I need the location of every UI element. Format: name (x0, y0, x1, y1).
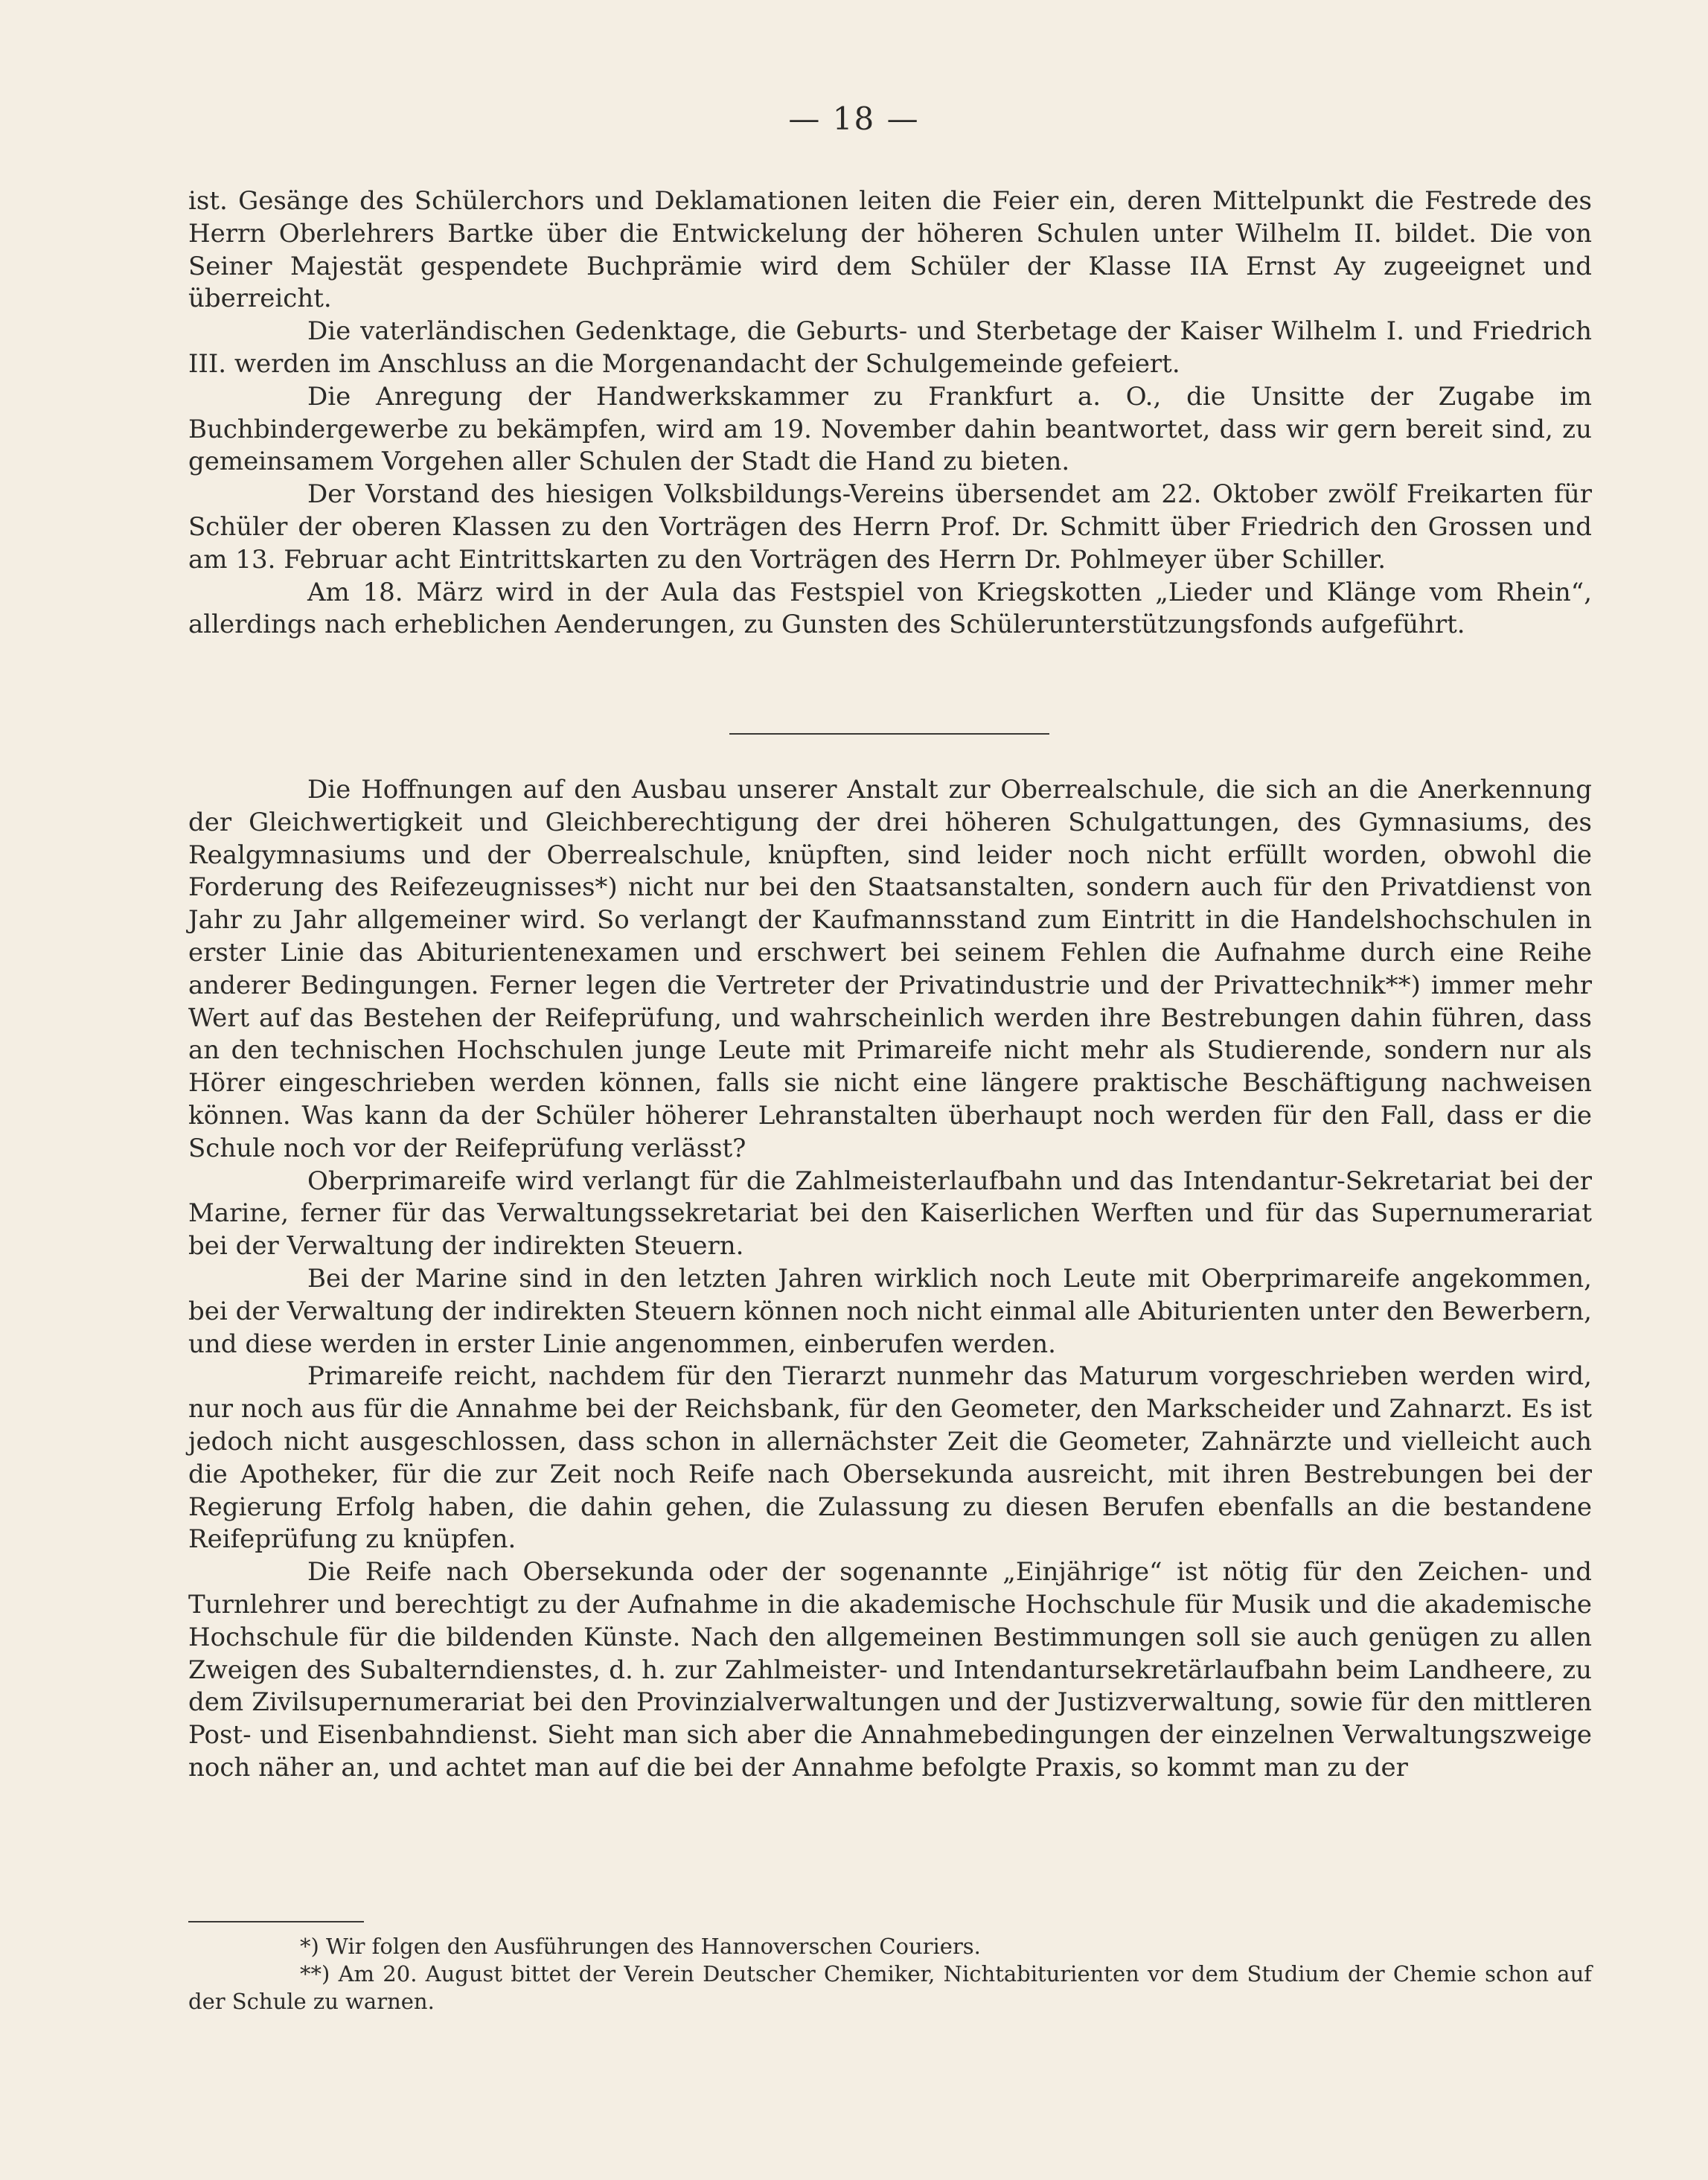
paragraph: Die Reife nach Obersekunda oder der sogenannte „Einjährige“ ist nötig für den Zeichen- und Turnlehrer und berechtigt zu der Aufnahme in die akademische Hochschule für Musik und die akademische Hochschule für die bildenden Künste. Nach den allgemeinen Bestimmungen soll sie auch genügen zu allen Zweigen des Subalterndienstes, d. h. zur Zahlmeister- und Intendantursekretärlaufbahn beim Landheere, zu dem Zivilsupernumerariat bei den Provinzialverwaltungen und der Justizverwaltung, sowie für den mittleren Post- und Eisenbahndienst. Sieht man sich aber die Annahmebedingungen der einzelnen Verwaltungszweige noch näher an, und achtet man auf die bei der Annahme befolgte Praxis, so kommt man zu der (188, 1557, 1592, 1783)
paragraph: Der Vorstand des hiesigen Volksbildungs-Vereins übersendet am 22. Oktober zwölf Freikarten für Schüler der oberen Klassen zu den Vorträgen des Herrn Prof. Dr. Schmitt über Friedrich den Grossen und am 13. Februar acht Eintrittskarten zu den Vorträgen des Herrn Dr. Pohlmeyer über Schiller. (188, 479, 1592, 575)
paragraph: Die Hoffnungen auf den Ausbau unserer Anstalt zur Oberrealschule, die sich an die Anerkennung der Gleichwertigkeit und Gleichberechtigung der drei höheren Schulgattungen, des Gymnasiums, des Realgymnasiums und der Oberrealschule, knüpften, sind leider noch nicht erfüllt worden, obwohl die Forderung des Reifezeugnisses*) nicht nur bei den Staatsanstalten, sondern auch für den Privatdienst von Jahr zu Jahr allgemeiner wird. So verlangt der Kaufmannsstand zum Eintritt in die Handelshochschulen in erster Linie das Abiturientenexamen und erschwert bei seinem Fehlen die Aufnahme durch eine Reihe anderer Bedingungen. Ferner legen die Vertreter der Privatindustrie und der Privattechnik**) immer mehr Wert auf das Bestehen der Reifeprüfung, und wahrscheinlich werden ihre Bestrebungen dahin führen, dass an den technischen Hochschulen junge Leute mit Primareife nicht mehr als Studierende, sondern nur als Hörer eingeschrieben werden können, falls sie nicht eine längere praktische Beschäftigung nachweisen können. Was kann da der Schüler höherer Lehranstalten überhaupt noch werden für den Fall, dass er die Schule noch vor der Reifeprüfung verlässt? (188, 775, 1592, 1163)
paragraph: Am 18. März wird in der Aula das Festspiel von Kriegskotten „Lieder und Klänge vom Rhein“, allerdings nach erheblichen Aenderungen, zu Gunsten des Schülerunterstützungsfonds aufgeführt. (188, 577, 1592, 640)
section-separator (729, 733, 1049, 735)
paragraph: ist. Gesänge des Schülerchors und Deklamationen leiten die Feier ein, deren Mittelpunkt die Festrede des Herrn Oberlehrers Bartke über die Entwickelung der höheren Schulen unter Wilhelm II. bildet. Die von Seiner Majestät gespendete Buchprämie wird dem Schüler der Klasse IIA Ernst Ay zugeeignet und überreicht. (188, 186, 1592, 314)
footnotes (188, 1933, 1592, 2016)
paragraph: Bei der Marine sind in den letzten Jahren wirklich noch Leute mit Oberprimareife angekommen, bei der Verwaltung der indirekten Steuern können noch nicht einmal alle Abiturienten unter den Bewerbern, und diese werden in erster Linie angenommen, einberufen werden. (188, 1263, 1592, 1359)
paragraph: Oberprimareife wird verlangt für die Zahlmeisterlaufbahn und das Intendantur-Sekretariat bei der Marine, ferner für das Verwaltungssekretariat bei den Kaiserlichen Werften und für das Supernumerariat bei der Verwaltung der indirekten Steuern. (188, 1166, 1592, 1262)
footnote: **) Am 20. August bittet der Verein Deutscher Chemiker, Nichtabiturienten vor dem Studium der Chemie schon auf der Schule zu warnen. (188, 1961, 1592, 2014)
footnote: *) Wir folgen den Ausführungen des Hannoverschen Couriers. (300, 1934, 981, 1959)
text-block-upper (188, 185, 1592, 642)
paragraph: Die vaterländischen Gedenktage, die Geburts- und Sterbetage der Kaiser Wilhelm I. und Friedrich III. werden im Anschluss an die Morgenandacht der Schulgemeinde gefeiert. (188, 316, 1592, 379)
paragraph: Primareife reicht, nachdem für den Tierarzt nunmehr das Maturum vorgeschrieben werden wird, nur noch aus für die Annahme bei der Reichsbank, für den Geometer, den Markscheider und Zahnarzt. Es ist jedoch nicht ausgeschlossen, dass schon in allernächster Zeit die Geometer, Zahnärzte und vielleicht auch die Apotheker, für die zur Zeit noch Reife nach Obersekunda ausreicht, mit ihren Bestrebungen bei der Regierung Erfolg haben, die dahin gehen, die Zulassung zu diesen Berufen ebenfalls an die bestandene Reifeprüfung zu knüpfen. (188, 1361, 1592, 1555)
paragraph: Die Anregung der Handwerkskammer zu Frankfurt a. O., die Unsitte der Zugabe im Buchbindergewerbe zu bekämpfen, wird am 19. November dahin beantwortet, dass wir gern bereit sind, zu gemeinsamem Vorgehen aller Schulen der Stadt die Hand zu bieten. (188, 381, 1592, 477)
text-block-main (188, 774, 1592, 1785)
footnote-rule (188, 1921, 364, 1922)
page-number: — 18 — (788, 100, 920, 137)
